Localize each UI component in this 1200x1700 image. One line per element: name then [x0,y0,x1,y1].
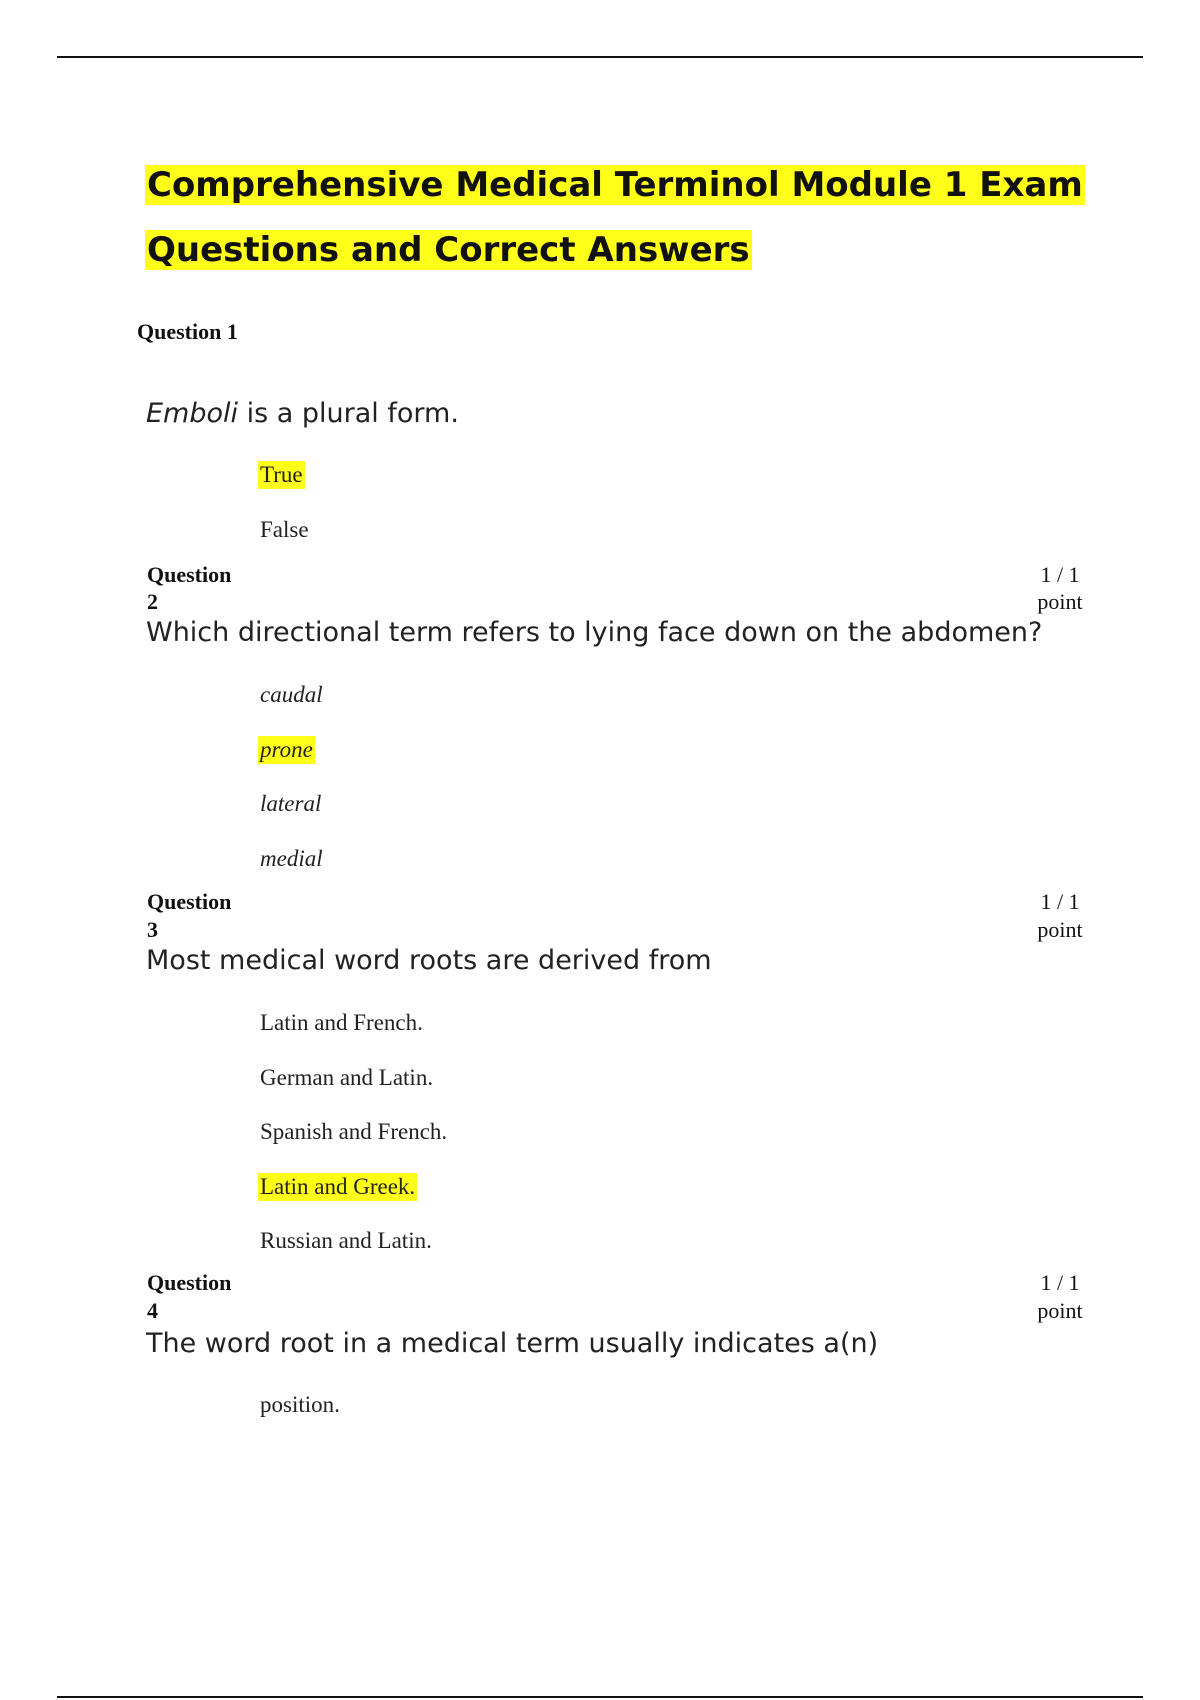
question-2-prompt: Which directional term refers to lying face down on the abdomen? [146,617,1043,648]
question-1-option-true[interactable]: True [260,462,303,487]
question-4-option-position[interactable]: position. [260,1392,340,1417]
question-3-points-unit: point [1037,917,1083,942]
question-2-option-prone[interactable]: prone [260,737,313,762]
question-3-option-russian-latin[interactable]: Russian and Latin. [260,1228,432,1253]
question-3-option-german-latin[interactable]: German and Latin. [260,1065,434,1090]
footer-rule [57,1696,1143,1698]
question-1-prompt-italic: Emboli [146,398,239,429]
document-title-line-1: Comprehensive Medical Terminol Module 1 Exam [147,165,1083,205]
question-1-label: Question 1 [137,319,238,344]
question-1-prompt [146,397,459,431]
question-3-label-number: 3 [147,917,158,942]
question-3-option-latin-greek[interactable]: Latin and Greek. [260,1174,416,1199]
question-1-option-false[interactable]: False [260,517,309,542]
document-title-line-2: Questions and Correct Answers [147,230,750,270]
question-4-label-word: Question [147,1270,232,1295]
question-2-points-value: 1 / 1 [1040,562,1080,587]
question-2-label-number: 2 [147,589,158,614]
question-2-label-word: Question [147,562,232,587]
question-2-points-unit: point [1037,589,1083,614]
question-2-option-caudal[interactable]: caudal [260,682,323,707]
question-2-option-medial[interactable]: medial [260,846,323,871]
question-4-points-unit: point [1037,1298,1083,1323]
question-2-option-lateral[interactable]: lateral [260,791,322,816]
question-3-prompt: Most medical word roots are derived from [146,945,712,976]
question-4-label-number: 4 [147,1298,158,1323]
question-4-points-value: 1 / 1 [1040,1270,1080,1295]
question-3-option-latin-french[interactable]: Latin and French. [260,1010,423,1035]
question-3-option-spanish-french[interactable]: Spanish and French. [260,1119,448,1144]
question-1-prompt-rest: is a plural form. [238,398,459,429]
question-4-prompt: The word root in a medical term usually indicates a(n) [146,1328,879,1359]
header-rule [57,56,1143,58]
question-3-label-word: Question [147,889,232,914]
question-3-points-value: 1 / 1 [1040,889,1080,914]
